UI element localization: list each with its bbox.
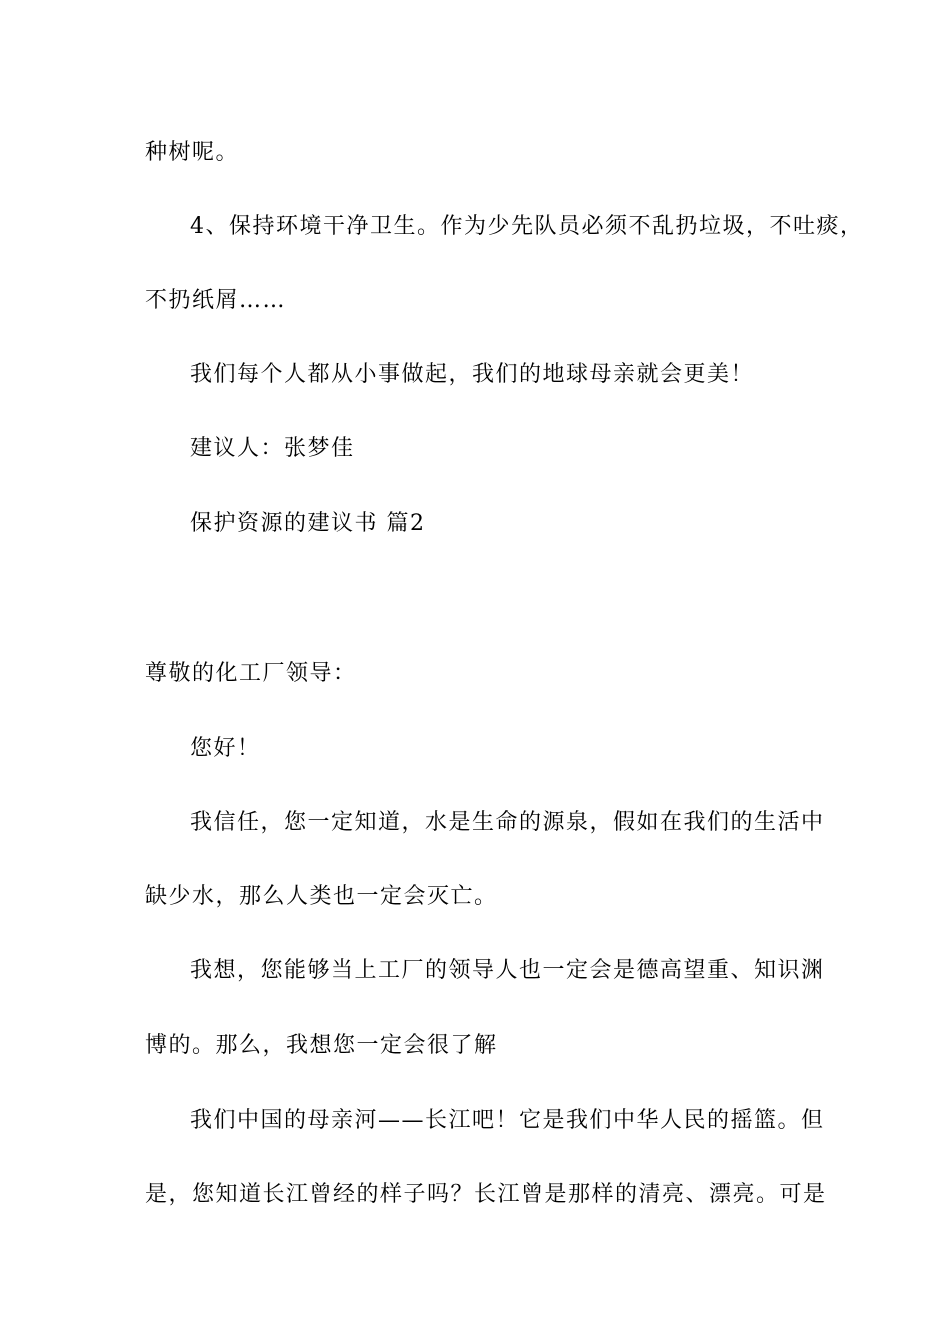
text-line: 是，您知道长江曾经的样子吗？长江曾是那样的清亮、漂亮。可是 bbox=[145, 1182, 827, 1207]
text-line: 我们中国的母亲河——长江吧！它是我们中华人民的摇篮。但 bbox=[190, 1108, 825, 1133]
signature-line: 建议人：张梦佳 bbox=[190, 436, 355, 461]
salutation: 尊敬的化工厂领导： bbox=[145, 661, 357, 686]
section-heading: 保护资源的建议书 篇2 bbox=[190, 511, 426, 536]
text-line: 博的。那么，我想您一定会很了解 bbox=[145, 1033, 498, 1058]
text-line: 种树呢。 bbox=[145, 140, 240, 165]
text-line: 我们每个人都从小事做起，我们的地球母亲就会更美！ bbox=[190, 362, 755, 387]
text-line: 4、保持环境干净卫生。作为少先队员必须不乱扔垃圾，不吐痰， bbox=[190, 214, 864, 239]
text-line: 不扔纸屑…… bbox=[145, 288, 287, 313]
greeting: 您好！ bbox=[190, 736, 261, 761]
text-line: 缺少水，那么人类也一定会灭亡。 bbox=[145, 884, 498, 909]
text-line: 我信任，您一定知道，水是生命的源泉，假如在我们的生活中 bbox=[190, 810, 825, 835]
text-line: 我想，您能够当上工厂的领导人也一定会是德高望重、知识渊 bbox=[190, 958, 825, 983]
